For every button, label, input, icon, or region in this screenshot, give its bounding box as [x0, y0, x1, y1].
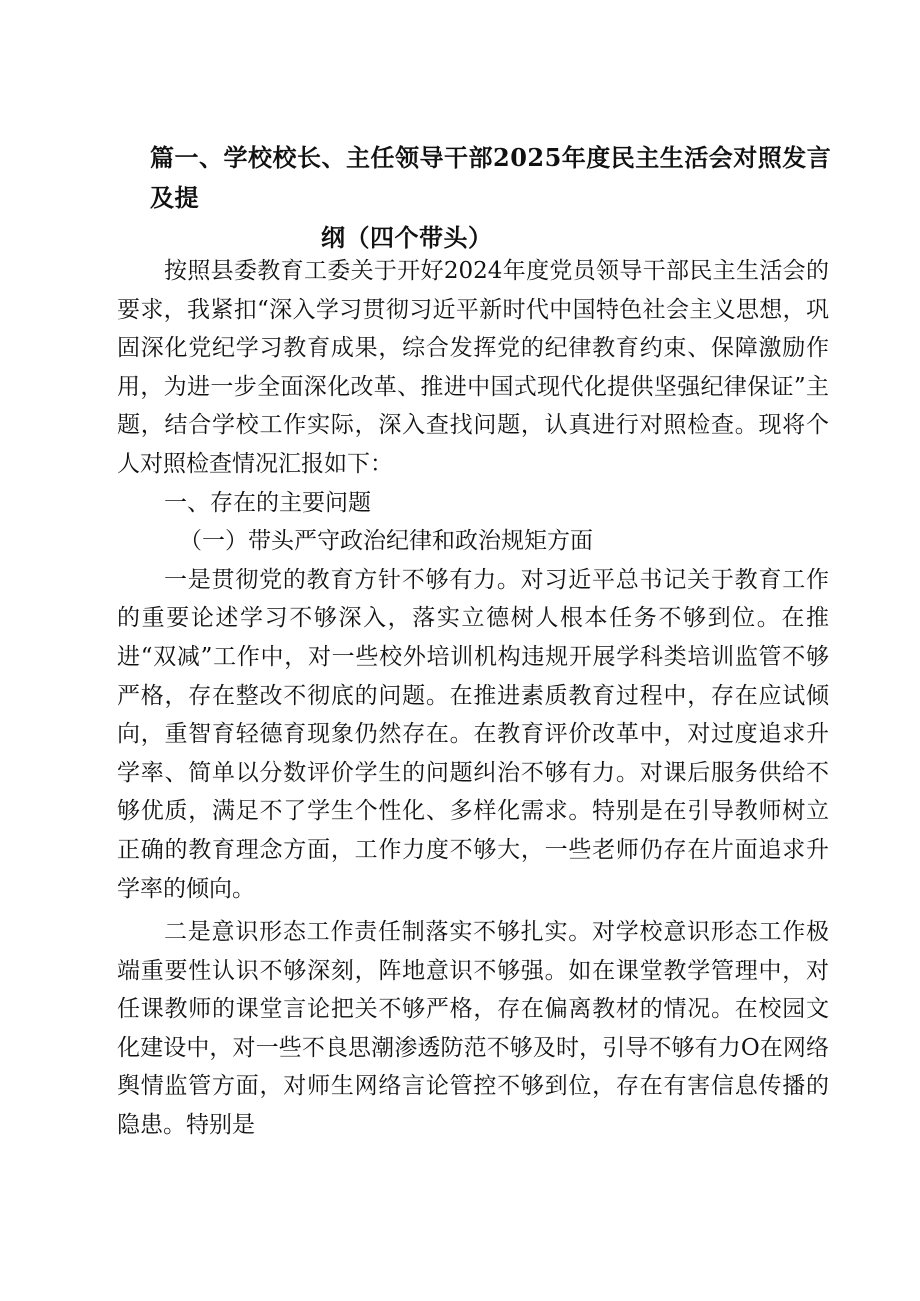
subsection-heading: （一）带头严守政治纪律和政治规矩方面: [179, 528, 593, 555]
intro-paragraph: 按照县委教育工委关于开好2024年度党员领导干部民主生活会的要求，我紧扣“深入学习贯彻习近平新时代中国特色社会主义思想，巩固深化党纪学习教育成果，综合发挥党的纪律教育约束、保障激励作用，为进一步全面深化改革、推进中国式现代化提供坚强纪律保证”主题，结合学校工作实际，深入查找问题，认真进行对照检查。现将个人对照检查情况汇报如下：: [117, 258, 829, 477]
document-title: [150, 138, 850, 258]
section-heading: 一、存在的主要问题: [164, 489, 371, 516]
document-body: [117, 252, 829, 1145]
title-line-2: 纲（四个带头）: [321, 223, 493, 252]
body-paragraph-2: 二是意识形态工作责任制落实不够扎实。对学校意识形态工作极端重要性认识不够深刻，阵地意识不够强。如在课堂教学管理中，对任课教师的课堂言论把关不够严格，存在偏离教材的情况。在校园文化建设中，对一些不良思潮渗透防范不够及时，引导不够有力O在网络舆情监管方面，对师生网络言论管控不够到位，存在有害信息传播的隐患。特别是: [117, 919, 829, 1139]
body-paragraph-1: 一是贯彻党的教育方针不够有力。对习近平总书记关于教育工作的重要论述学习不够深入，落实立德树人根本任务不够到位。在推进“双减”工作中，对一些校外培训机构违规开展学科类培训监管不够严格，存在整改不彻底的问题。在推进素质教育过程中，存在应试倾向，重智育轻德育现象仍然存在。在教育评价改革中，对过度追求升学率、简单以分数评价学生的问题纠治不够有力。对课后服务供给不够优质，满足不了学生个性化、多样化需求。特别是在引导教师树立正确的教育理念方面，工作力度不够大，一些老师仍存在片面追求升学率的倾向。: [117, 566, 829, 902]
title-line-1: 篇一、学校校长、主任领导干部2025年度民主生活会对照发言及提: [150, 143, 832, 212]
